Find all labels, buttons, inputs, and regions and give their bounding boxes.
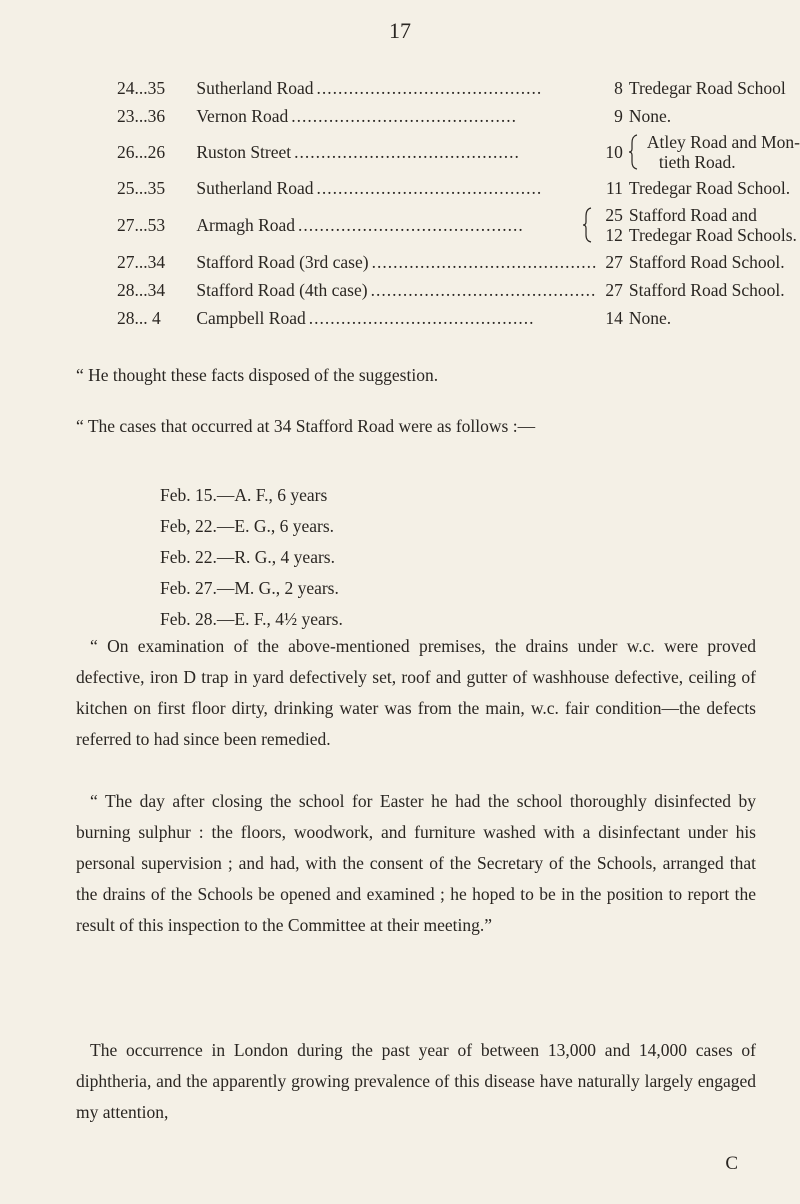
street-name: Vernon Road <box>196 106 291 126</box>
table-row: 27...53 Armagh Road .......................................... 25 12 Stafford Road and Tredegar Road Schools. <box>117 202 800 248</box>
paragraph-disinfection: “ The day after closing the school for Easter he had the school thoroughly disinfected by burning sulphur : the floors, woodwork, and furniture washed with a disinfectant under his personal supervision ; and had, with the consent of the Secretary of the Schools, arranged that the drains of the Schools be opened and examined ; he hoped to be in the position to report the result of this inspection to the Committee at their meeting.” <box>76 791 756 935</box>
school-number: 10 <box>605 142 623 162</box>
street-name: Sutherland Road <box>196 78 316 98</box>
street-name: Ruston Street <box>196 142 294 162</box>
case-count: 25...35 <box>117 178 166 198</box>
school-number: 11 <box>606 178 623 198</box>
school-number: 14 <box>605 308 623 328</box>
case-count: 27...53 <box>117 215 166 235</box>
school-name-line: Stafford Road and <box>628 205 757 225</box>
cases-table <box>117 74 800 332</box>
school-name: None. <box>628 106 672 126</box>
table-row: 27...34 Stafford Road (3rd case) .......................................... 27 Stafford Road School. <box>117 248 800 276</box>
table-row: 24...35 Sutherland Road .......................................... 8 Tredegar Road School <box>117 74 800 102</box>
paragraph-diphtheria: The occurrence in London during the past year of between 13,000 and 14,000 cases of diphtheria, and the apparently growing prevalence of this disease have naturally largely engaged my attention, <box>76 1040 756 1122</box>
table-row: 28... 4 Campbell Road .......................................... 14 None. <box>117 304 800 332</box>
list-item: Feb, 22.—E. G., 6 years. <box>160 516 335 536</box>
list-item: Feb. 22.—R. G., 4 years. <box>160 547 335 567</box>
street-name: Campbell Road <box>196 308 308 328</box>
school-name: Tredegar Road School. <box>628 178 791 198</box>
page-number: 17 <box>389 18 411 43</box>
paragraph-suggestion: “ He thought these facts disposed of the suggestion. <box>76 365 439 385</box>
left-brace-icon <box>629 134 639 170</box>
street-name: Armagh Road <box>196 215 298 235</box>
school-number: 8 <box>614 78 623 98</box>
paragraph-cases-intro: “ The cases that occurred at 34 Stafford Road were as follows :— <box>76 416 536 436</box>
school-name: Stafford Road School. <box>628 252 785 272</box>
school-name-line: tieth Road. <box>658 152 736 172</box>
school-number: 9 <box>614 106 623 126</box>
case-date-list <box>160 480 343 635</box>
table-row: 26...26 Ruston Street .......................................... 10 Atley Road and Mon- tieth Road. <box>117 132 800 172</box>
signature-mark: C <box>725 1153 738 1174</box>
street-name: Stafford Road (3rd case) <box>196 252 371 272</box>
school-name: Stafford Road School. <box>628 280 785 300</box>
school-number: 25 <box>605 205 623 225</box>
case-count: 23...36 <box>117 106 166 126</box>
paragraph-examination: “ On examination of the above-mentioned premises, the drains under w.c. were proved defective, iron D trap in yard defectively set, roof and gutter of washhouse defective, ceiling of kitchen on first floor dirty, drinking water was from the main, w.c. fair condition—the defects referred to had since been remedied. <box>76 636 756 749</box>
school-name-line: Tredegar Road Schools. <box>628 225 797 245</box>
street-name: Stafford Road (4th case) <box>196 280 370 300</box>
left-brace-icon <box>583 207 593 243</box>
school-number: 27 <box>605 280 623 300</box>
table-row: 23...36 Vernon Road .......................................... 9 None. <box>117 102 800 130</box>
case-count: 28...34 <box>117 280 166 300</box>
school-name: None. <box>628 308 672 328</box>
case-count: 28... 4 <box>117 308 161 328</box>
school-name: Tredegar Road School <box>628 78 786 98</box>
school-number: 12 <box>605 225 623 245</box>
list-item: Feb. 28.—E. F., 4½ years. <box>160 609 343 629</box>
street-name: Sutherland Road <box>196 178 316 198</box>
table-row: 28...34 Stafford Road (4th case) .......................................... 27 Stafford Road School. <box>117 276 800 304</box>
list-item: Feb. 15.—A. F., 6 years <box>160 485 328 505</box>
case-count: 24...35 <box>117 78 166 98</box>
case-count: 27...34 <box>117 252 166 272</box>
case-count: 26...26 <box>117 142 166 162</box>
list-item: Feb. 27.—M. G., 2 years. <box>160 578 339 598</box>
school-name-line: Atley Road and Mon- <box>646 132 800 152</box>
table-row: 25...35 Sutherland Road .......................................... 11 Tredegar Road School. <box>117 174 800 202</box>
school-number: 27 <box>605 252 623 272</box>
